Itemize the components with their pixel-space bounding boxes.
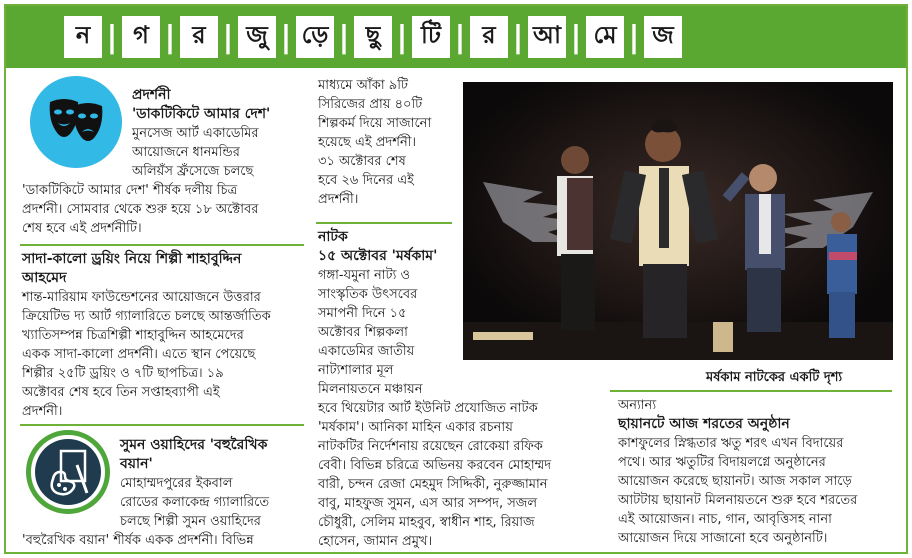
body-line: হয়েছে এই প্রদর্শনী। (318, 135, 417, 150)
body-line: রোডের কলাকেন্দ্র গ্যালারিতে (120, 495, 270, 510)
other-title: ছায়ানটে আজ শরতের অনুষ্ঠান (618, 416, 790, 432)
body-line: শেষ হবে এই প্রদর্শনীটি। (22, 221, 142, 236)
banner-letter: ন (64, 16, 102, 58)
exhibition-body (22, 181, 258, 238)
banner-separator: | (512, 19, 524, 55)
suman-heading: বয়ান' (120, 456, 153, 472)
banner-letter: টি (412, 16, 450, 58)
body-line: মুনসেজ আর্ট একাডেমির (132, 126, 259, 141)
body-line: অক্টোবর শিল্পকলা (318, 325, 408, 340)
body-line: প্রদর্শনী। (318, 192, 359, 207)
other-section (618, 396, 857, 548)
banner-separator: | (628, 19, 640, 55)
banner-separator: | (396, 19, 408, 55)
exhibition-continuation (318, 76, 431, 209)
body-line: মাধ্যমে আঁকা ৯টি (318, 78, 409, 93)
body-line: বারী, চন্দন রেজা মেহমুদ সিদ্দিকী, নুরুজ্জামান (318, 477, 548, 492)
banner-separator: | (106, 19, 118, 55)
drawing-heading: আহমেদ (22, 270, 67, 286)
banner-separator: | (280, 19, 292, 55)
body-line: হবে ২৬ দিনের এই (318, 173, 414, 188)
body-line: একাডেমির জাতীয় (318, 344, 415, 359)
section-divider (20, 244, 304, 246)
banner-letter: জ (644, 16, 682, 58)
body-line: সমাপনী দিনে ১৫ (318, 306, 407, 321)
drawing-heading: সাদা-কালো ড্রয়িং নিয়ে শিল্পী শাহাবুদ্দিন (22, 251, 242, 267)
body-line: খ্যাতিসম্পন্ন চিত্রশিল্পী শাহাবুদ্দিন আহমেদের (22, 328, 244, 343)
body-line: নাট্যশালার মূল (318, 363, 394, 378)
section-divider (610, 390, 892, 392)
body-line: হোসেন, জামান প্রমুখ। (318, 534, 433, 549)
body-line: হবে থিয়েটার আর্ট ইউনিট প্রযোজিত নাটক (318, 401, 538, 416)
body-line: আয়োজন করেছে ছায়ানট। আজ সকাল সাড়ে (618, 474, 852, 489)
banner-letter: র (180, 16, 218, 58)
suman-body (22, 531, 254, 550)
newspaper-clipping (4, 4, 908, 554)
body-line: এই আয়োজন। নাচ, গান, আবৃত্তিসহ নানা (618, 512, 832, 527)
theatre-masks-icon (30, 76, 122, 168)
body-line: ৩১ অক্টোবর শেষ (318, 154, 406, 169)
body-line: সিরিজের প্রায় ৪০টি (318, 97, 423, 112)
body-line: একক সাদা-কালো প্রদর্শনী। এতে স্থান পেয়েছে (22, 347, 256, 362)
body-line: চৌধুরী, সেলিম মাহবুব, স্বাধীন শাহ, রিয়াজ (318, 515, 535, 530)
banner-separator: | (164, 19, 176, 55)
stage-photo (463, 82, 893, 360)
body-line: চলছে শিল্পী সুমন ওয়াহিদের (120, 514, 261, 529)
banner-separator: | (570, 19, 582, 55)
other-category: অন্যান্য (618, 398, 657, 413)
body-line: কাশফুলের স্নিগ্ধতার ঋতু শরৎ এখন বিদায়ের (618, 436, 844, 451)
body-line: ক্রিয়েটিভ দ্য আর্ট গ্যালারিতে চলছে আন্তর্জাতিক (22, 309, 271, 324)
banner-separator: | (454, 19, 466, 55)
banner-letter: র (470, 16, 508, 58)
exhibition-title: 'ডাকটিকিটে আমার দেশ' (132, 106, 271, 122)
section-divider (20, 424, 304, 426)
body-line: পথে। আর ঋতুটির বিদায়লগ্নে অনুষ্ঠানের (618, 455, 826, 470)
banner-letter: আ (528, 16, 566, 58)
body-line: অক্টোবর শেষ হবে তিন সপ্তাহব্যাপী এই (22, 385, 220, 400)
drama-section (318, 228, 437, 399)
banner-letter: ছু (354, 16, 392, 58)
body-line: বেবী। বিভিন্ন চরিত্রে অভিনয় করবেন মোহাম্মদ (318, 458, 552, 473)
body-line: অলিয়ঁস ফ্রঁসেজে চলছে (132, 164, 254, 179)
banner-letter: ড়ে (296, 16, 334, 58)
exhibition-header (132, 86, 270, 181)
body-line: আয়োজন দিয়ে সাজানো হবে অনুষ্ঠানটি। (618, 531, 828, 546)
banner-letter: গ (122, 16, 160, 58)
body-line: প্রদর্শনী। সোমবার থেকে শুরু হয়ে ১৮ অক্টোবর (22, 202, 259, 217)
section-divider (316, 222, 452, 224)
drama-title: ১৫ অক্টোবর 'মর্ষকাম' (318, 248, 438, 264)
banner-separator: | (338, 19, 350, 55)
body-line: 'বহুরৈখিক বয়ান' শীর্ষক একক প্রদর্শনী। বিভিন্ন (22, 533, 254, 548)
body-line: মোহাম্মদপুরের ইকবাল (120, 476, 233, 491)
body-line: বাবু, মাহফুজ সুমন, এস আর সম্পদ, সজল (318, 496, 538, 511)
body-line: শান্ত-মারিয়াম ফাউন্ডেশনের আয়োজনে উত্তরার (22, 290, 261, 305)
banner-letter: মে (586, 16, 624, 58)
body-line: সাংস্কৃতিক উৎসবের (318, 287, 418, 302)
drawing-section (22, 250, 271, 421)
body-line: প্রদর্শনী। (22, 404, 63, 419)
suman-heading: সুমন ওয়াহিদের 'বহুরৈখিক (120, 437, 268, 453)
drama-category: নাটক (318, 229, 348, 245)
body-line: গঙ্গা-যমুনা নাট্য ও (318, 268, 411, 283)
photo-caption: মর্ষকাম নাটকের একটি দৃশ্য (706, 370, 843, 385)
body-line: শিল্পকর্ম দিয়ে সাজানো (318, 116, 432, 131)
body-line: আটটায় ছায়ানট মিলনায়তনে শুরু হবে শরতের (618, 493, 858, 508)
body-line: আয়োজনে ধানমন্ডির (132, 145, 240, 160)
body-line: নাটকটির নির্দেশনায় রয়েছেন রোকেয়া রফিক (318, 439, 543, 454)
body-line: 'ডাকটিকিটে আমার দেশ' শীর্ষক দলীয় চিত্র (22, 183, 238, 198)
title-banner (6, 6, 906, 68)
body-line: মিলনায়তনে মঞ্চায়ন (318, 382, 423, 397)
body-line: 'মর্ষকাম'। আনিকা মাহিন একার রচনায় (318, 420, 513, 435)
suman-header (120, 436, 269, 531)
drama-body-wide (318, 399, 551, 551)
palette-brush-icon (26, 430, 110, 514)
body-line: শিল্পীর ২৫টি ড্রয়িং ও ৭টি ছাপচিত্র। ১৯ (22, 366, 224, 381)
banner-letter: জু (238, 16, 276, 58)
banner-separator: | (222, 19, 234, 55)
exhibition-category: প্রদর্শনী (132, 87, 171, 103)
